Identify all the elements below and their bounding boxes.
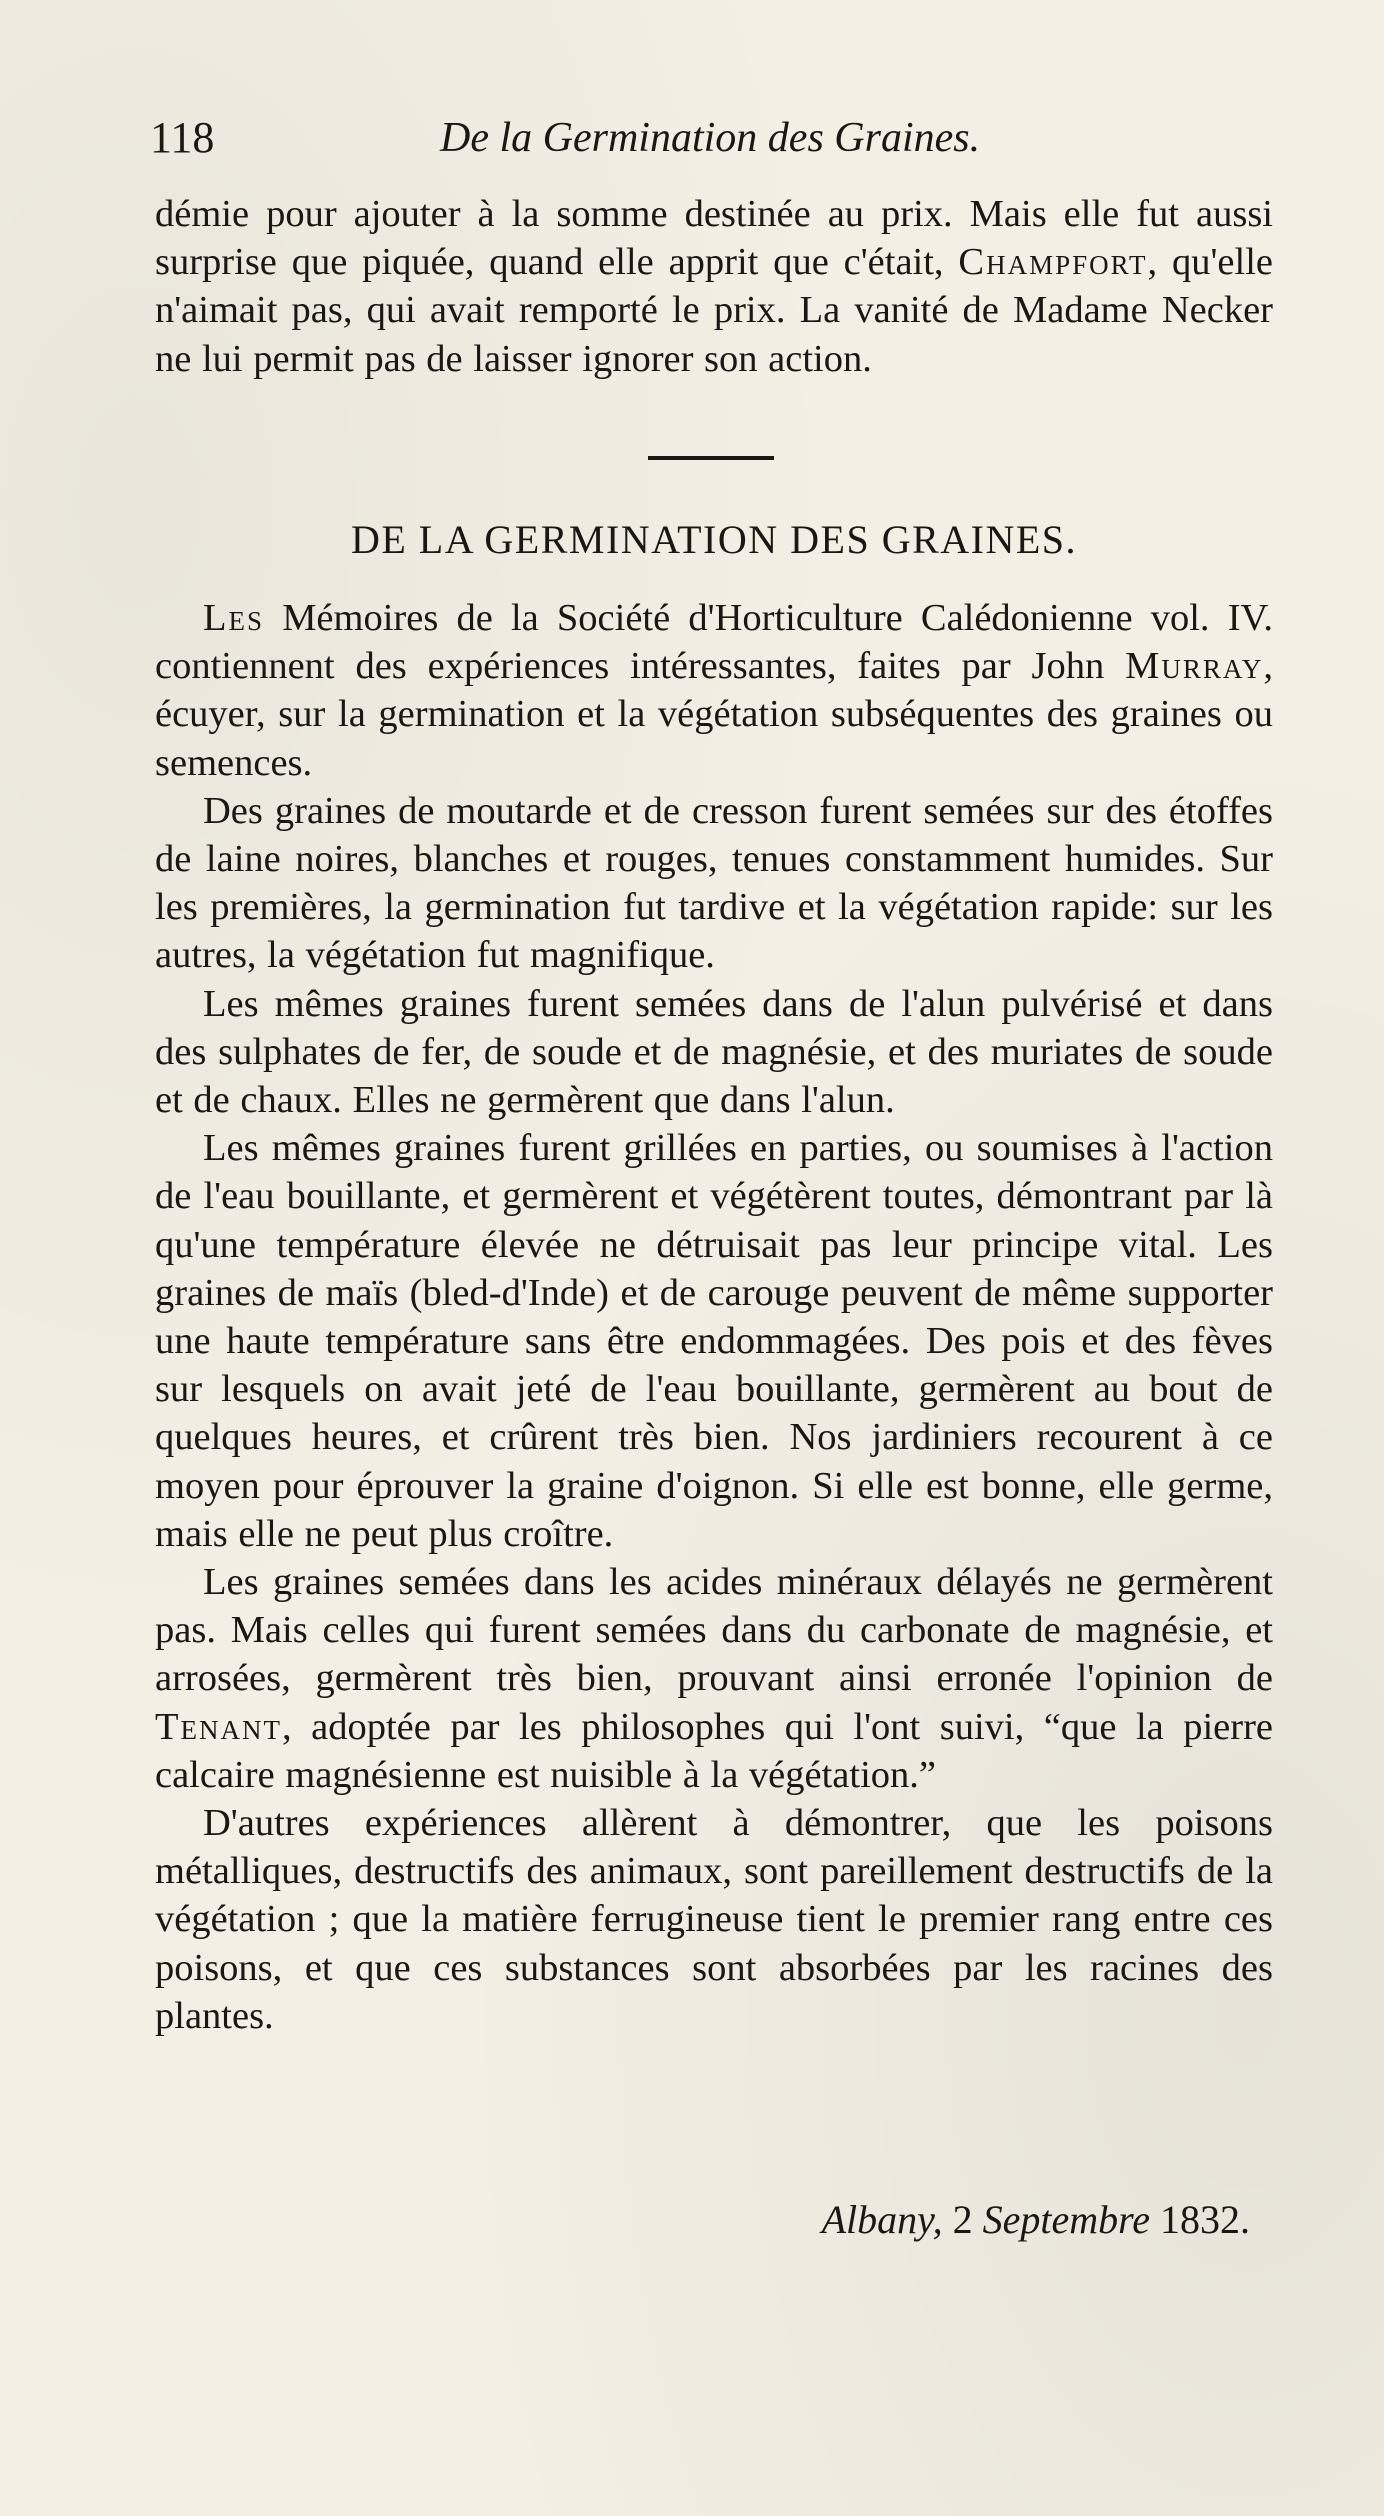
- intro-text-part1: démie pour ajouter à la somme destinée au prix. Mais elle fut aussi surprise que piquée, quand elle apprit que c'était,: [155, 193, 1273, 284]
- paragraph-4: Les mêmes graines furent grillées en parties, ou soumises à l'action de l'eau bouillante, et germèrent et végétèrent toutes, démontrant par là qu'une température élevée ne détruisait pas leur principe vital. Les graines de maïs (bled-d'Inde) et de carouge peuvent de même supporter une haute température sans être endommagées. Des pois et des fèves sur lesquels on avait jeté de l'eau bouillante, germèrent au bout de quelques heures, et crûrent très bien. Nos jardiniers recourent à ce moyen pour éprouver la graine d'oignon. Si elle est bonne, elle germe, mais elle ne peut plus croître.: [155, 1127, 1273, 1555]
- article-body: [155, 594, 1273, 2040]
- name-tenant: Tenant: [155, 1705, 282, 1748]
- section-title: DE LA GERMINATION DES GRAINES.: [350, 517, 1078, 562]
- name-champfort: Champfort: [958, 241, 1148, 284]
- intro-text-part2: , qu'elle n'aimait pas, qui avait remporté le prix. La vanité de Madame Necker ne lui permit pas de laisser ignorer son action.: [155, 241, 1273, 380]
- paragraph-1-part1: Mémoires de la Société d'Horticulture Calédonienne vol. IV. contiennent des expériences intéressantes, faites par John: [155, 597, 1273, 688]
- dateline-day: 2: [952, 2197, 973, 2242]
- paragraph-1-lead: Les: [203, 597, 265, 639]
- paragraph-2: Des graines de moutarde et de cresson furent semées sur des étoffes de laine noires, blanches et rouges, tenues constamment humides. Sur les premières, la germination fut tardive et la végétation rapide: sur les autres, la végétation fut magnifique.: [155, 789, 1273, 977]
- dateline: [822, 2190, 1250, 2250]
- page-header: [150, 108, 1270, 168]
- name-murray: Murray: [1125, 645, 1264, 688]
- running-head: De la Germination des Graines.: [440, 115, 981, 161]
- paragraph-6: D'autres expériences allèrent à démontrer, que les poisons métalliques, destructifs des animaux, sont pareillement destructifs de la végétation ; que la matière ferrugineuse tient le premier rang entre ces poisons, et que ces substances sont absorbées par les racines des plantes.: [155, 1802, 1273, 2037]
- dateline-year: 1832.: [1160, 2197, 1250, 2242]
- paragraph-1: [155, 594, 1273, 787]
- section-divider: [648, 456, 774, 460]
- intro-paragraph: [155, 190, 1273, 383]
- paragraph-5-part1: Les graines semées dans les acides minéraux délayés ne germèrent pas. Mais celles qui furent semées dans du carbonate de magnésie, et arrosées, germèrent très bien, prouvant ainsi erronée l'opinion de: [155, 1561, 1273, 1700]
- paragraph-5: [155, 1558, 1273, 1799]
- dateline-month: Septembre: [982, 2197, 1150, 2242]
- dateline-place: Albany,: [821, 2197, 943, 2242]
- intro-text: [155, 190, 1273, 383]
- paragraph-1-part2: , écuyer, sur la germination et la végétation subséquentes des graines ou semences.: [155, 645, 1273, 784]
- paragraph-5-part2: , adoptée par les philosophes qui l'ont suivi, “que la pierre calcaire magnésienne est nuisible à la végétation.”: [155, 1705, 1273, 1796]
- page-number: 118: [150, 113, 215, 162]
- paragraph-3: Les mêmes graines furent semées dans de l'alun pulvérisé et dans des sulphates de fer, de soude et de magnésie, et des muriates de soude et de chaux. Elles ne germèrent que dans l'alun.: [155, 982, 1273, 1122]
